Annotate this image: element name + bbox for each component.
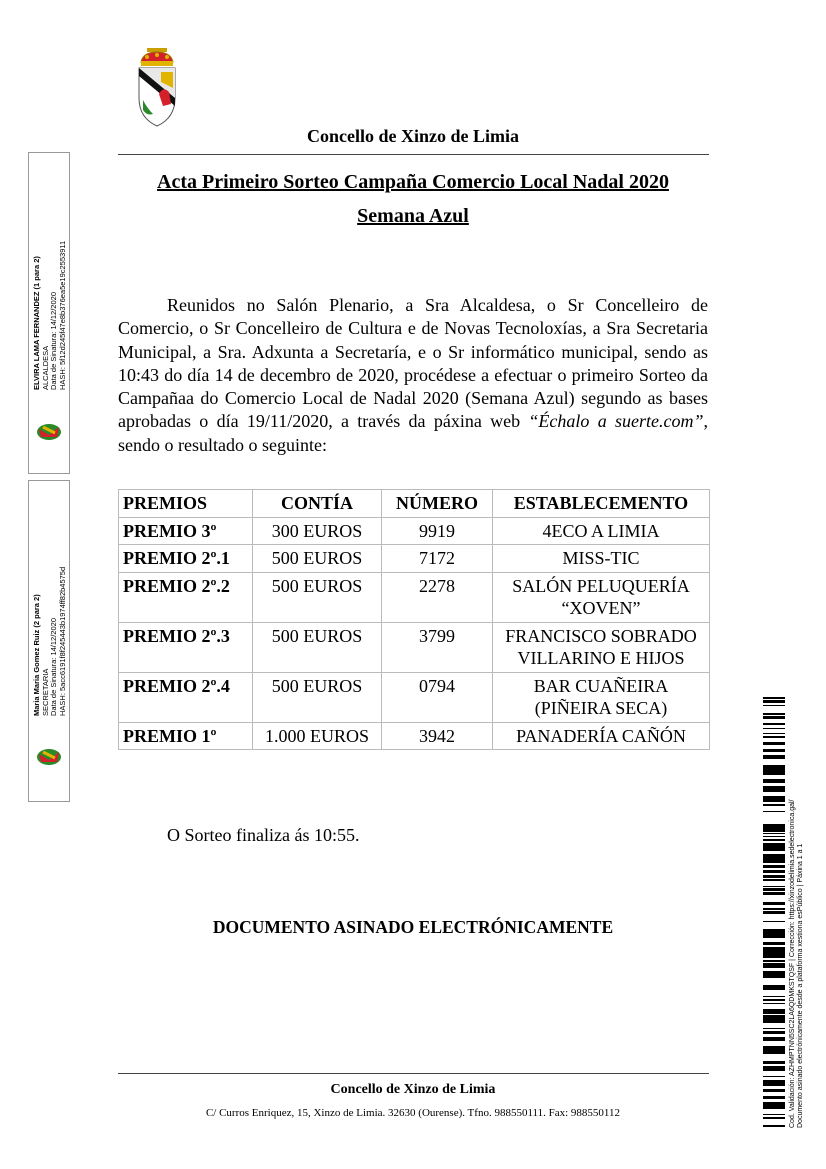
table-row <box>119 545 710 573</box>
body-paragraph <box>118 294 708 457</box>
table-row <box>119 572 710 622</box>
signature-seal-icon <box>35 421 63 443</box>
establishment-line-1: PANADERÍA CAÑÓN <box>516 725 686 746</box>
signature-2-text <box>33 567 67 716</box>
barcode-icon <box>763 697 785 1127</box>
column-header-premios: PREMIOS <box>119 490 253 518</box>
number-cell: 3942 <box>382 722 493 750</box>
table-row <box>119 622 710 672</box>
footer-organization: Concello de Xinzo de Limia <box>330 1082 496 1097</box>
establishment-cell <box>493 622 710 672</box>
signer-1-hash: HASH: 5f12d245f47e8b376ea5e19c2553911 <box>57 240 67 390</box>
header-divider <box>118 154 709 155</box>
signer-2-name: Maria Maria Gomez Ruiz (2 para 2) <box>32 594 41 716</box>
amount-cell: 500 EUROS <box>253 545 382 573</box>
amount-cell: 500 EUROS <box>253 622 382 672</box>
column-header-contia: CONTÍA <box>253 490 382 518</box>
establishment-line-1: SALÓN PELUQUERÍA <box>512 575 690 596</box>
number-cell: 0794 <box>382 672 493 722</box>
establishment-line-2: VILLARINO E HIJOS <box>517 648 685 668</box>
number-cell: 9919 <box>382 517 493 545</box>
signer-1-name: ELVIRA LAMA FERNANDEZ (1 para 2) <box>32 256 41 390</box>
table-row <box>119 722 710 750</box>
establishment-cell <box>493 722 710 750</box>
signer-2-date: Data de Sinatura: 14/12/2020 <box>49 618 58 716</box>
signature-1-text <box>33 241 67 390</box>
signer-1-role: ALCALDESA <box>40 345 50 390</box>
prize-cell: PREMIO 2º.2 <box>119 572 253 622</box>
column-header-establecemento: ESTABLECEMENTO <box>493 490 710 518</box>
establishment-line-1: MISS-TIC <box>562 548 640 568</box>
establishment-line-2: (PIÑEIRA SECA) <box>534 698 668 718</box>
number-cell: 7172 <box>382 545 493 573</box>
coat-of-arms-logo <box>133 48 181 128</box>
establishment-line-2: “XOVEN” <box>561 598 641 618</box>
establishment-cell <box>493 672 710 722</box>
establishment-line-1: 4ECO A LIMIA <box>542 520 660 541</box>
document-title: Acta Primeiro Sorteo Campaña Comercio Local Nadal 2020 <box>157 171 669 193</box>
closing-text: O Sorteo finaliza ás 10:55. <box>167 825 360 845</box>
validation-line-1: Cod. Validación: AZHMPTNN5SC2LA6QDMKSTQSF | Corrección: https://xinzodelimia.sedelectronica.gal/ <box>789 799 796 1128</box>
validation-line-2: Documento asinado electrónicamente desde a plataforma xestiona esPúblico | Páxina 1 a 1 <box>797 843 804 1128</box>
prize-cell: PREMIO 2º.4 <box>119 672 253 722</box>
signed-notice: DOCUMENTO ASINADO ELECTRÓNICAMENTE <box>212 917 614 937</box>
column-header-numero: NÚMERO <box>382 490 493 518</box>
signer-2-role: SECRETARIA <box>40 668 50 716</box>
signature-seal-icon <box>35 746 63 768</box>
amount-cell: 300 EUROS <box>253 517 382 545</box>
number-cell: 3799 <box>382 622 493 672</box>
footer-divider <box>118 1073 709 1074</box>
footer-address: C/ Curros Enriquez, 15, Xinzo de Limia. 32630 (Ourense). Tfno. 988550111. Fax: 988550112 <box>205 1107 621 1119</box>
document-subtitle: Semana Azul <box>357 205 469 227</box>
amount-cell: 1.000 EUROS <box>253 722 382 750</box>
establishment-cell <box>493 572 710 622</box>
establishment-line-1: BAR CUAÑEIRA <box>533 675 669 696</box>
signer-1-date: Data de Sinatura: 14/12/2020 <box>49 292 58 390</box>
number-cell: 2278 <box>382 572 493 622</box>
establishment-cell <box>493 545 710 573</box>
website-name: “Échalo a suerte.com” <box>528 411 704 432</box>
body-text-start: Reunidos no Salón Plenario, a Sra Alcaldesa, o Sr Concelleiro de Comercio, o Sr Concelleiro de Cultura e de Novas Tecnoloxías, a Sra Secretaria Municipal, a Sra. Adxunta a Secretaría, e o Sr informático municipal, sendo as 10:43 do día 14 de decembro de 2020, procédese a efectuar o primeiro Sorteo da Campañaa do Comercio Local de Nadal 2020 (Semana Azul) segundo as bases aprobadas o día 19/11/2020, a través da páxina web <box>118 295 708 432</box>
establishment-cell <box>493 517 710 545</box>
header-organization: Concello de Xinzo de Limia <box>307 126 519 146</box>
signature-box-1 <box>28 152 70 474</box>
signature-box-2 <box>28 480 70 802</box>
amount-cell: 500 EUROS <box>253 572 382 622</box>
prize-cell: PREMIO 2º.1 <box>119 545 253 573</box>
prize-cell: PREMIO 3º <box>119 517 253 545</box>
table-row <box>119 517 710 545</box>
table-header-row <box>119 490 710 518</box>
prize-cell: PREMIO 1º <box>119 722 253 750</box>
validation-text <box>789 800 805 1128</box>
signer-2-hash: HASH: 5acc6191f8f245443b1974ff82b4575d <box>57 566 67 716</box>
prize-cell: PREMIO 2º.3 <box>119 622 253 672</box>
amount-cell: 500 EUROS <box>253 672 382 722</box>
prizes-table <box>118 489 710 750</box>
body-text-end: , sendo o resultado o seguinte: <box>118 411 709 455</box>
establishment-line-1: FRANCISCO SOBRADO <box>505 625 697 646</box>
table-row <box>119 672 710 722</box>
